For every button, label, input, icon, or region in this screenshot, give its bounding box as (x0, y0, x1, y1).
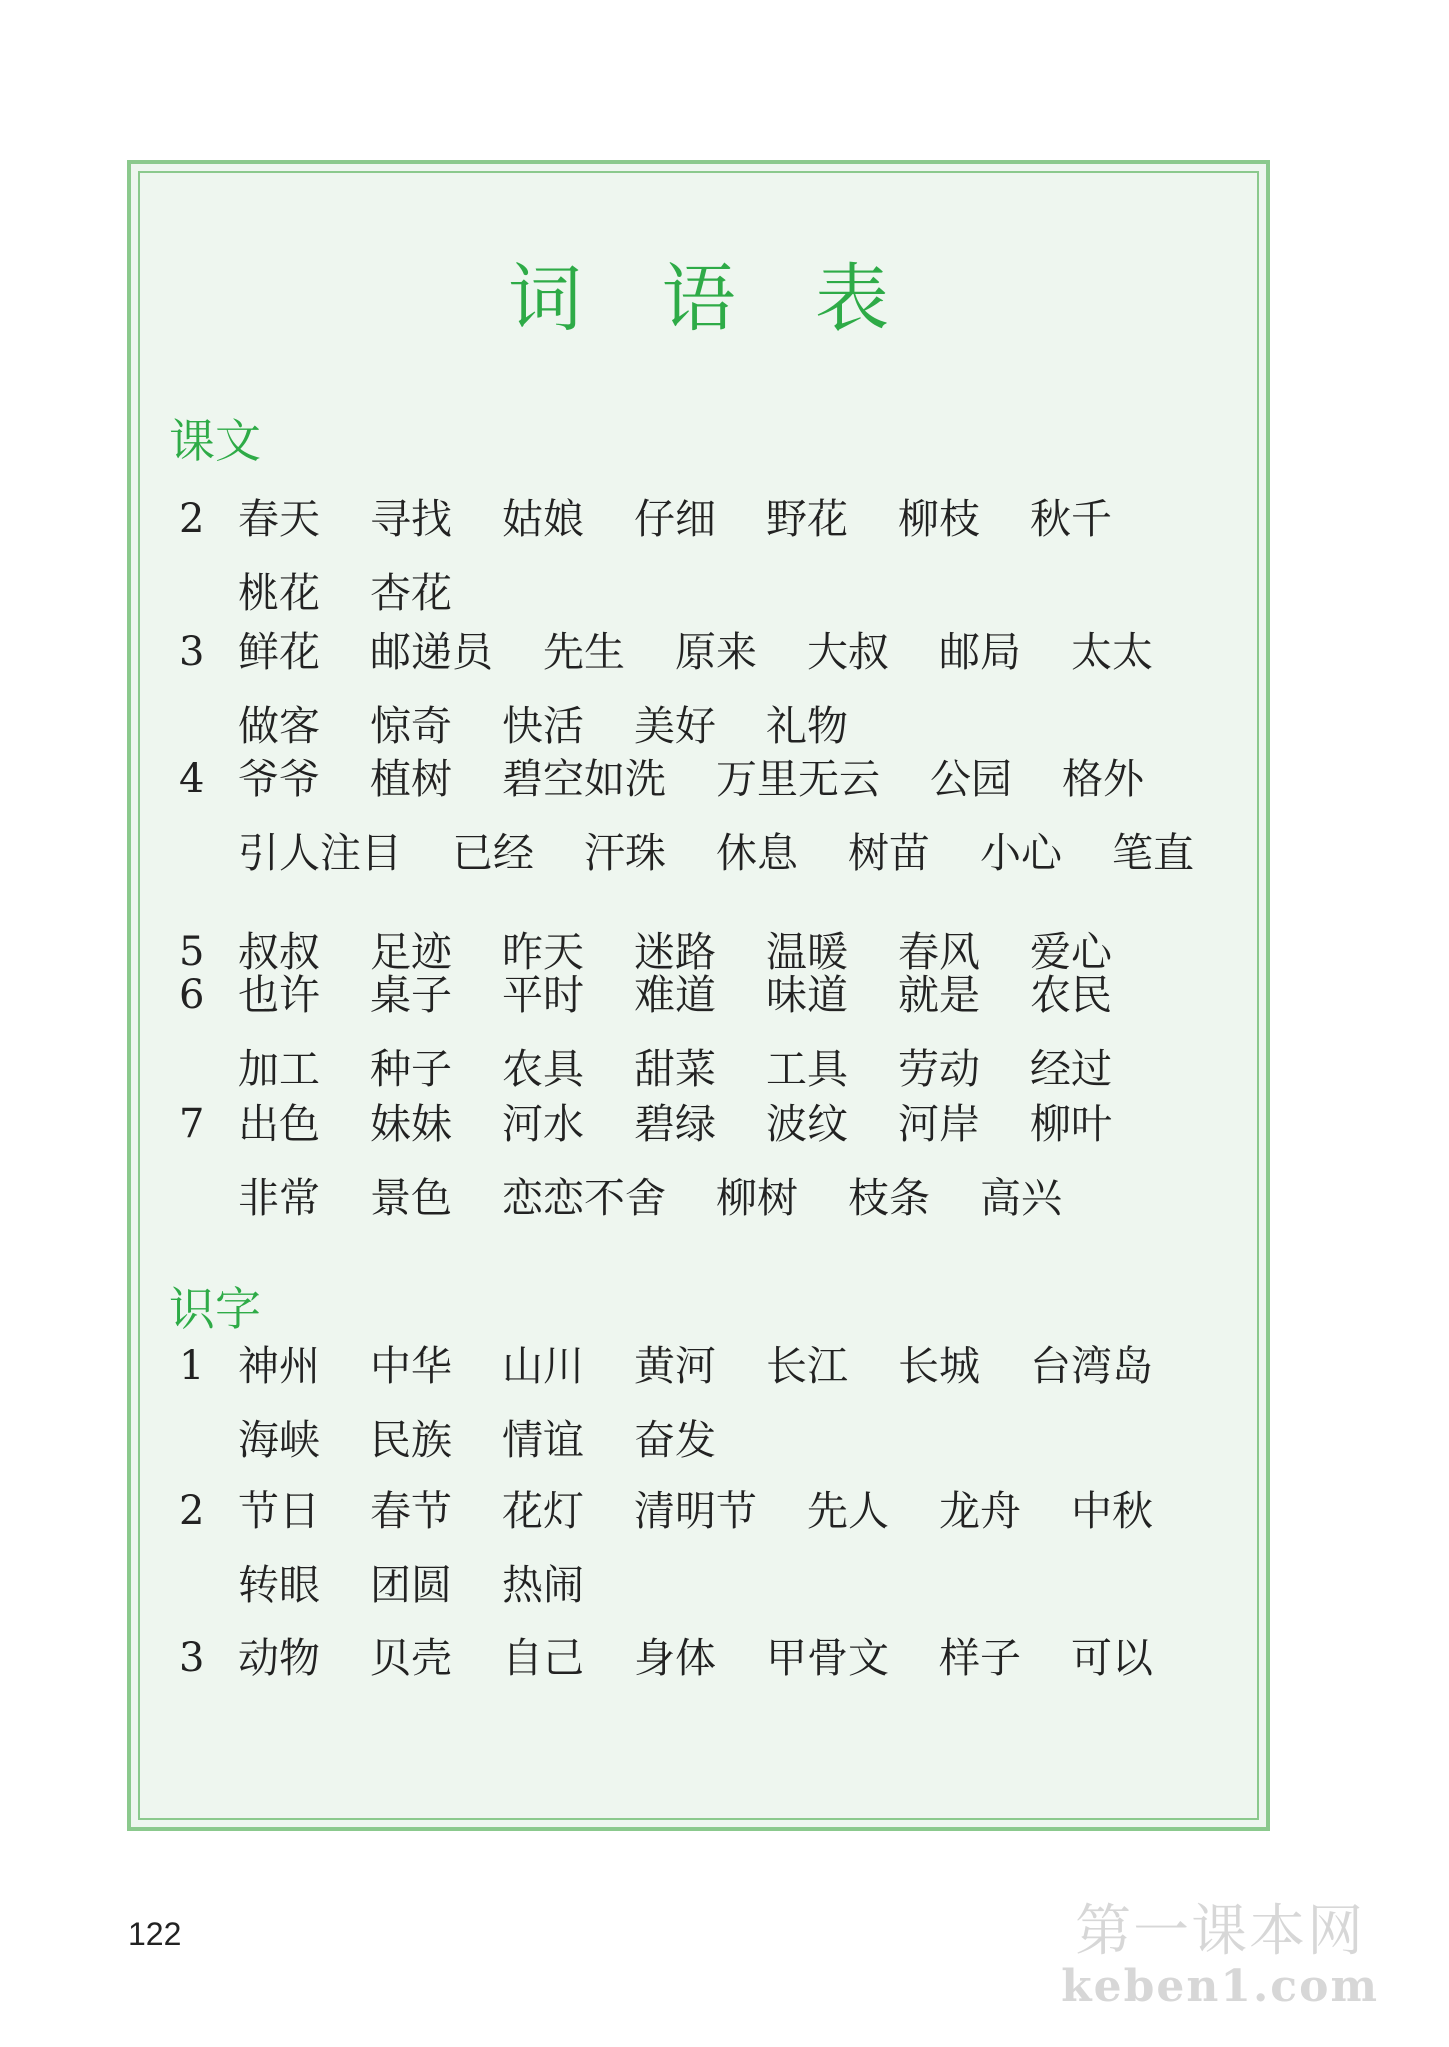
lesson-number: 7 (179, 1101, 205, 1147)
vocabulary-word: 春风 (898, 928, 980, 976)
vocabulary-word: 贝壳 (370, 1634, 452, 1682)
vocabulary-row (131, 1555, 1251, 1615)
vocabulary-word: 也许 (238, 971, 320, 1019)
vocabulary-word: 万里无云 (716, 755, 880, 803)
vocabulary-word: 已经 (452, 829, 534, 877)
vocabulary-word: 民族 (370, 1416, 452, 1464)
vocabulary-word: 柳枝 (898, 495, 980, 543)
vocabulary-word: 柳叶 (1030, 1100, 1112, 1148)
vocabulary-word: 海峡 (238, 1416, 320, 1464)
vocabulary-word: 中秋 (1071, 1487, 1153, 1535)
watermark (1061, 1900, 1379, 2010)
vocabulary-row (131, 622, 1251, 682)
vocabulary-word: 热闹 (502, 1561, 584, 1609)
vocabulary-word: 桃花 (238, 569, 320, 617)
vocabulary-word: 碧空如洗 (502, 755, 666, 803)
vocabulary-word: 甜菜 (634, 1045, 716, 1093)
vocabulary-word: 秋千 (1030, 495, 1112, 543)
vocabulary-word: 花灯 (502, 1487, 584, 1535)
vocabulary-word: 树苗 (848, 829, 930, 877)
vocabulary-word: 引人注目 (238, 829, 402, 877)
vocabulary-word: 劳动 (898, 1045, 980, 1093)
lesson-number: 5 (179, 929, 205, 975)
vocabulary-word: 邮局 (939, 628, 1021, 676)
lesson-number: 3 (179, 629, 205, 675)
vocabulary-row (131, 489, 1251, 549)
vocabulary-word: 自己 (502, 1634, 584, 1682)
vocabulary-word: 格外 (1062, 755, 1144, 803)
vocabulary-word: 休息 (716, 829, 798, 877)
vocabulary-word: 做客 (238, 702, 320, 750)
vocabulary-row (131, 1094, 1251, 1154)
vocabulary-word: 先人 (807, 1487, 889, 1535)
section-heading: 识字 (169, 1282, 261, 1336)
vocabulary-word: 快活 (502, 702, 584, 750)
vocabulary-word: 桌子 (370, 971, 452, 1019)
lesson-number: 6 (179, 972, 205, 1018)
vocabulary-word: 转眼 (238, 1561, 320, 1609)
vocabulary-frame (127, 160, 1270, 1831)
vocabulary-word: 甲骨文 (766, 1634, 889, 1682)
vocabulary-word: 野花 (766, 495, 848, 543)
vocabulary-word: 爷爷 (238, 755, 320, 803)
vocabulary-word: 河岸 (898, 1100, 980, 1148)
vocabulary-word: 惊奇 (370, 702, 452, 750)
vocabulary-word: 叔叔 (238, 928, 320, 976)
vocabulary-word: 爱心 (1030, 928, 1112, 976)
vocabulary-word: 温暖 (766, 928, 848, 976)
vocabulary-word: 动物 (238, 1634, 320, 1682)
vocabulary-row (131, 749, 1251, 809)
vocabulary-word: 笔直 (1112, 829, 1194, 877)
vocabulary-row (131, 823, 1251, 883)
vocabulary-row (131, 696, 1251, 756)
vocabulary-word: 情谊 (502, 1416, 584, 1464)
vocabulary-word: 可以 (1071, 1634, 1153, 1682)
vocabulary-word: 工具 (766, 1045, 848, 1093)
section-heading: 课文 (169, 414, 261, 468)
vocabulary-word: 碧绿 (634, 1100, 716, 1148)
vocabulary-word: 迷路 (634, 928, 716, 976)
vocabulary-word: 节日 (238, 1487, 320, 1535)
vocabulary-row (131, 1168, 1251, 1228)
vocabulary-word: 春天 (238, 495, 320, 543)
vocabulary-word: 身体 (634, 1634, 716, 1682)
vocabulary-word: 原来 (675, 628, 757, 676)
vocabulary-word: 春节 (370, 1487, 452, 1535)
vocabulary-word: 昨天 (502, 928, 584, 976)
vocabulary-word: 植树 (370, 755, 452, 803)
vocabulary-word: 经过 (1030, 1045, 1112, 1093)
vocabulary-row (131, 1410, 1251, 1470)
lesson-number: 4 (179, 756, 205, 802)
vocabulary-word: 恋恋不舍 (502, 1174, 666, 1222)
page-number: 122 (128, 1916, 182, 1952)
vocabulary-row (131, 1039, 1251, 1099)
vocabulary-word: 加工 (238, 1045, 320, 1093)
vocabulary-word: 龙舟 (939, 1487, 1021, 1535)
vocabulary-word: 出色 (238, 1100, 320, 1148)
vocabulary-word: 神州 (238, 1342, 320, 1390)
vocabulary-word: 妹妹 (370, 1100, 452, 1148)
lesson-number: 2 (179, 496, 205, 542)
vocabulary-word: 农民 (1030, 971, 1112, 1019)
vocabulary-word: 味道 (766, 971, 848, 1019)
vocabulary-word: 长江 (766, 1342, 848, 1390)
vocabulary-word: 景色 (370, 1174, 452, 1222)
vocabulary-word: 样子 (939, 1634, 1021, 1682)
vocabulary-word: 农具 (502, 1045, 584, 1093)
vocabulary-word: 就是 (898, 971, 980, 1019)
vocabulary-word: 黄河 (634, 1342, 716, 1390)
page-title: 词 语 表 (507, 256, 918, 342)
vocabulary-word: 鲜花 (238, 628, 320, 676)
vocabulary-word: 种子 (370, 1045, 452, 1093)
vocabulary-word: 非常 (238, 1174, 320, 1222)
vocabulary-row (131, 1481, 1251, 1541)
vocabulary-word: 长城 (898, 1342, 980, 1390)
vocabulary-row (131, 1628, 1251, 1688)
vocabulary-word: 邮递员 (370, 628, 493, 676)
vocabulary-word: 团圆 (370, 1561, 452, 1609)
vocabulary-word: 中华 (370, 1342, 452, 1390)
vocabulary-word: 难道 (634, 971, 716, 1019)
vocabulary-word: 波纹 (766, 1100, 848, 1148)
vocabulary-word: 足迹 (370, 928, 452, 976)
lesson-number: 3 (179, 1635, 205, 1681)
vocabulary-word: 河水 (502, 1100, 584, 1148)
vocabulary-word: 杏花 (370, 569, 452, 617)
lesson-number: 1 (179, 1343, 205, 1389)
vocabulary-word: 寻找 (370, 495, 452, 543)
vocabulary-word: 汗珠 (584, 829, 666, 877)
vocabulary-word: 太太 (1071, 628, 1153, 676)
vocabulary-word: 柳树 (716, 1174, 798, 1222)
vocabulary-row (131, 965, 1251, 1025)
vocabulary-word: 礼物 (766, 702, 848, 750)
vocabulary-word: 先生 (543, 628, 625, 676)
watermark-title: 第一课本网 (1075, 1899, 1366, 1964)
vocabulary-word: 姑娘 (502, 495, 584, 543)
vocabulary-word: 台湾岛 (1030, 1342, 1153, 1390)
vocabulary-word: 小心 (980, 829, 1062, 877)
vocabulary-row (131, 1336, 1251, 1396)
vocabulary-word: 枝条 (848, 1174, 930, 1222)
vocabulary-row (131, 563, 1251, 623)
vocabulary-word: 清明节 (634, 1487, 757, 1535)
vocabulary-word: 高兴 (980, 1174, 1062, 1222)
vocabulary-word: 仔细 (634, 495, 716, 543)
vocabulary-word: 大叔 (807, 628, 889, 676)
vocabulary-word: 美好 (634, 702, 716, 750)
vocabulary-word: 平时 (502, 971, 584, 1019)
vocabulary-word: 奋发 (634, 1416, 716, 1464)
watermark-url: keben1.com (1061, 1961, 1379, 2012)
vocabulary-word: 山川 (502, 1342, 584, 1390)
vocabulary-word: 公园 (930, 755, 1012, 803)
lesson-number: 2 (179, 1488, 205, 1534)
